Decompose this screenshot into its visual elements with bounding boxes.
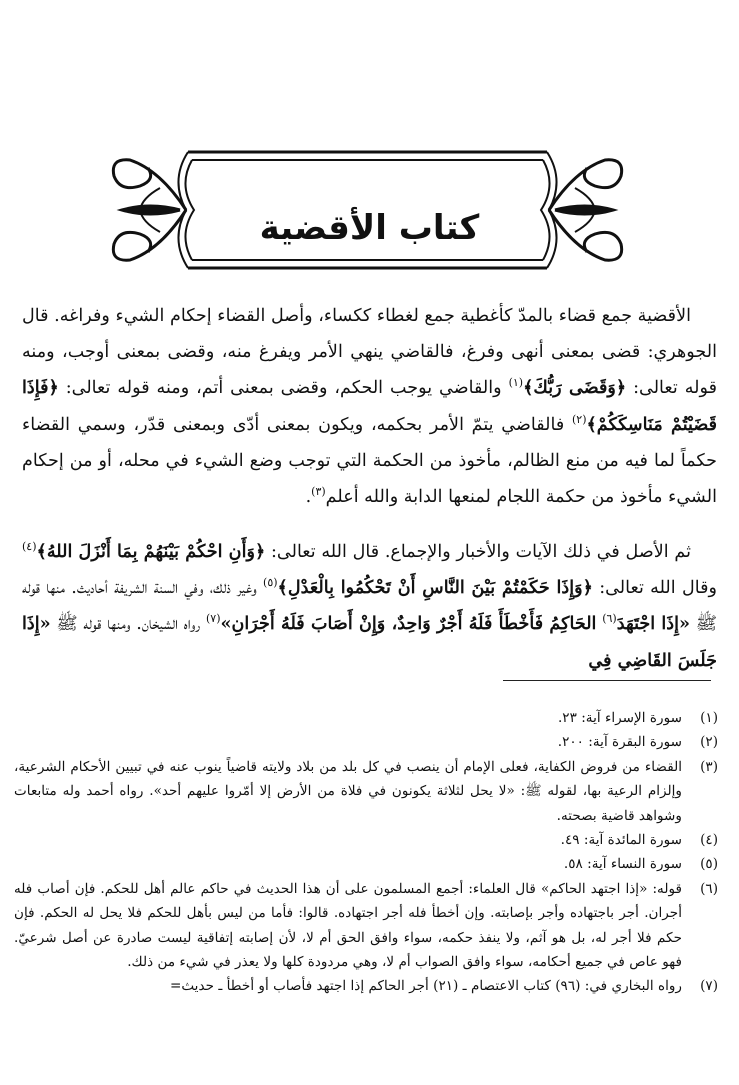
footnote-number: (٤) bbox=[700, 832, 718, 849]
footnote-ref: (٣) bbox=[311, 485, 326, 499]
footnote-text: القضاء من فروض الكفاية، فعلى الإمام أن ينصب في كل بلد من بلاد ولايته قاضياً ينوب عنه في تبيين الأحكام الشرعية، وإلزام الرعية بها، لقوله ﷺ: «لا يحل لثلاثة يكونون في فلاة من الأرض إلا أمّروا عليهم أحد». رواه أحمد وله متابعات وشواهد قاضية بصحته. bbox=[14, 758, 682, 824]
footnote-item bbox=[14, 974, 718, 998]
quran-verse: ﴿وَأَنِ احْكُمْ بَيْنَهُمْ بِمَا أَنْزَلَ اللهُ﴾ bbox=[36, 541, 266, 562]
footnote-number: (٣) bbox=[700, 758, 718, 775]
footnote-item bbox=[14, 852, 718, 876]
paragraph-text: ثم الأصل في ذلك الآيات والأخبار والإجماع. قال الله تعالى: bbox=[265, 542, 691, 562]
footnote-ref: (٢) bbox=[571, 412, 587, 426]
footnotes bbox=[14, 706, 718, 999]
footnote-text: سورة النساء آية: ٥٨. bbox=[563, 856, 682, 873]
footnote-ref: (٤) bbox=[22, 540, 37, 554]
quran-verse: ﴿وَقَضَى رَبُّكَ﴾ bbox=[523, 377, 627, 399]
paragraph-text: رواه الشيخان. ومنها قوله ﷺ bbox=[50, 614, 206, 635]
footnote-item bbox=[14, 828, 718, 852]
footnote-number: (٥) bbox=[700, 856, 718, 873]
quran-verse: ﴿فَإِذَا قَضَيْتُمْ مَنَاسِكَكُمْ﴾ bbox=[22, 377, 717, 435]
hadith-text: الحَاكِمُ فَأَخْطَأَ فَلَهُ أَجْرٌ وَاحِدٌ، وَإِنْ أَصَابَ فَلَهُ أَجْرَانِ» bbox=[220, 613, 597, 635]
footnote-item bbox=[14, 877, 718, 975]
paragraph-text: فالقاضي يتمّ الأمر بحكمه، ويكون بمعنى أدّى وبمعنى قدّر، وسمي القضاء حكماً لما فيه من منع الظالم، مأخوذ من الحكمة التي توجب وضع الشيء في محله، أو من إحكام الشيء مأخوذ من حكمة اللجام لمنعها الدابة والله أعلم bbox=[22, 414, 717, 508]
footnote-ref: (١) bbox=[508, 376, 524, 390]
footnote-text: سورة البقرة آية: ٢٠٠. bbox=[557, 734, 682, 751]
footnote-number: (٢) bbox=[700, 734, 718, 751]
footnote-number: (٧) bbox=[700, 978, 718, 995]
footnote-ref: (٧) bbox=[205, 612, 221, 626]
footnote-item bbox=[14, 755, 718, 828]
footnote-item bbox=[14, 730, 718, 754]
paragraph-text: والقاضي يوجب الحكم، وقضى بمعنى أتم، ومنه قوله تعالى: bbox=[58, 378, 509, 399]
footnote-number: (٦) bbox=[700, 880, 718, 897]
paragraph-text: . bbox=[305, 487, 312, 508]
footnote-text: قوله: «إذا اجتهد الحاكم» قال العلماء: أجمع المسلمون على أن هذا الحديث في حاكم عالم أهل للحكم. فإن أصاب فله أجران. أجر باجتهاده وأجر بإصابته. وإن أخطأ فله أجر اجتهاده. قالوا: فأما من ليس بأهل للحكم فلا يحل له الحكم. فإن حكم فلا أجر له، بل هو آثم، ولا ينفذ حكمه، سواء وافق الحق أم لا، لأن إصابته إتفاقية ليست صادرة عن أصل شرعيّ. فهو عاص في جميع أحكامه، سواء وافق الصواب أم لا، وهي مردودة كلها ولا يعذر في شيء من ذلك. bbox=[14, 880, 682, 971]
paragraph-definition bbox=[22, 298, 717, 515]
hadith-text: «إِذَا جَلَسَ القَاضِي فِي bbox=[22, 613, 717, 671]
footnote-number: (١) bbox=[700, 710, 718, 726]
hadith-text: «إِذَا اجْتَهَدَ bbox=[616, 613, 691, 635]
quran-verse: ﴿وَإِذَا حَكَمْتُمْ بَيْنَ النَّاسِ أَنْ تَحْكُمُوا بِالْعَدْلِ﴾ bbox=[277, 577, 593, 599]
footnote-ref: (٦) bbox=[602, 612, 617, 626]
footnote-text: سورة المائدة آية: ٤٩. bbox=[560, 832, 682, 849]
footnote-ref: (٥) bbox=[263, 576, 278, 590]
paragraph-text: وغير ذلك، وفي السنة الشريفة أحاديث. منها قوله ﷺ bbox=[22, 578, 718, 635]
footnote-separator bbox=[503, 680, 711, 681]
footnote-item bbox=[14, 706, 718, 730]
paragraph-text: الأقضية جمع قضاء بالمدّ كأغطية جمع لغطاء ككساء، وأصل القضاء إحكام الشيء وفراغه. قال الجوهري: قضى بمعنى أنهى وفرغ، فالقاضي ينهي الأمر ويفرغ منه، وقضى بمعنى أوجب، ومنه قوله تعالى: bbox=[22, 306, 717, 399]
footnote-text: رواه البخاري في: (٩٦) كتاب الاعتصام ـ (٢١) أجر الحاكم إذا اجتهد فأصاب أو أخطأ ـ حديث= bbox=[169, 978, 682, 995]
paragraph-evidence bbox=[22, 534, 717, 679]
footnote-text: سورة الإسراء آية: ٢٣. bbox=[557, 710, 682, 726]
chapter-title: كتاب الأقضية bbox=[259, 208, 480, 248]
paragraph-text: وقال الله تعالى: bbox=[592, 578, 717, 599]
